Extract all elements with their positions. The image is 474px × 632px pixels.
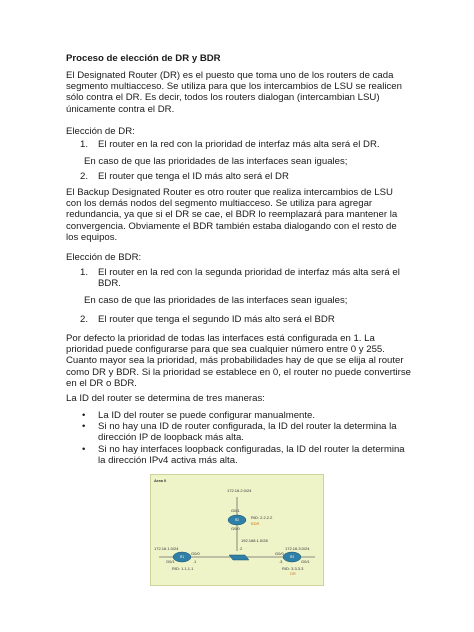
bdr-heading: Elección de BDR: <box>66 252 142 263</box>
list-item-text: El router en la red con la prioridad de interfaz más alta será el DR. <box>98 139 380 150</box>
bullet-icon: • <box>82 444 86 455</box>
bullet-icon: • <box>82 421 86 432</box>
bdr-note: En caso de que las prioridades de las interfaces sean iguales; <box>84 295 348 306</box>
list-item-text: La ID del router se puede configurar manualmente. <box>98 410 316 421</box>
list-number: 1. <box>80 139 89 150</box>
r2-interface-top: G0/1 <box>231 508 240 513</box>
r3-interface-right: G0/1 <box>301 559 310 564</box>
router-r2-label: R2 <box>235 518 240 522</box>
bullet-icon: • <box>82 410 86 421</box>
router-r1-label: R1 <box>180 555 185 559</box>
r3-role-badge: DR <box>290 571 296 576</box>
r2-interface-bottom: G0/0 <box>231 526 240 531</box>
area-label: Area 0 <box>154 478 167 483</box>
r1-interface-right: G0/0 <box>191 551 200 556</box>
router-r3-label: R3 <box>290 555 295 559</box>
network-mid-label: 192.168.1.0/28 <box>241 538 268 543</box>
list-number: 2. <box>80 314 89 325</box>
paragraph-priority: Por defecto la prioridad de todas las interfaces está configurada en 1. La prioridad puede configurarse para que sea cualquier número entre 0 y 255. Cuanto mayor sea la prioridad, más probabilidades hay de que se elija al router como DR y BDR. Si la prioridad se establece en 0, el router no puede convertirse en el DR o BDR. <box>66 333 412 389</box>
mid-host-2: .2 <box>239 546 243 551</box>
list-item-text: El router que tenga el ID más alto será el DR <box>98 171 289 182</box>
mid-host-3: .3 <box>279 559 283 564</box>
dr-heading: Elección de DR: <box>66 126 135 137</box>
switch-icon <box>229 555 249 560</box>
network-top-label: 172.16.2.0/24 <box>227 488 252 493</box>
r3-rid: RID: 3.3.3.3 <box>282 566 304 571</box>
list-item-text: El router que tenga el segundo ID más alto será el BDR <box>98 314 335 325</box>
network-left-label: 172.16.1.0/24 <box>154 546 179 551</box>
r1-rid: RID: 1.1.1.1 <box>172 566 194 571</box>
r3-interface-left: G0/0 <box>275 551 284 556</box>
ospf-topology-diagram <box>150 474 324 586</box>
page-title: Proceso de elección de DR y BDR <box>66 53 221 64</box>
list-number: 2. <box>80 171 89 182</box>
list-item-text: Si no hay una ID de router configurada, la ID del router la determina la dirección IP de loopback más alta. <box>98 421 397 444</box>
dr-note: En caso de que las prioridades de las interfaces sean iguales; <box>84 156 348 167</box>
list-item-text: El router en la red con la segunda prioridad de interfaz más alta será el BDR. <box>98 267 400 290</box>
list-number: 1. <box>80 267 89 278</box>
mid-host-1: .1 <box>193 559 197 564</box>
r2-role-badge: BDR <box>251 521 260 526</box>
paragraph-dr-definition: El Designated Router (DR) es el puesto que toma uno de los routers de cada segmento multiacceso. Se utiliza para que los intercambios de LSU se realicen sólo contra el DR. Es decir, todos los routers dialogan (intercambian LSU) únicamente contra el DR. <box>66 70 402 115</box>
list-item-text: Si no hay interfaces loopback configuradas, la ID del router la determina la dirección IPv4 activa más alta. <box>98 444 405 467</box>
r2-rid: RID: 2.2.2.2 <box>251 515 273 520</box>
router-id-heading: La ID del router se determina de tres maneras: <box>66 393 265 404</box>
network-right-label: 172.16.3.0/24 <box>285 546 310 551</box>
paragraph-bdr-definition: El Backup Designated Router es otro router que realiza intercambios de LSU con los demás nodos del segmento multiacceso. Se utiliza para agregar redundancia, ya que si el DR se cae, el BDR lo reemplazará para mantener la convergencia. Obviamente el BDR también estaba dialogando con el resto de los equipos. <box>66 187 398 243</box>
r1-interface-left: G0/1 <box>166 559 175 564</box>
